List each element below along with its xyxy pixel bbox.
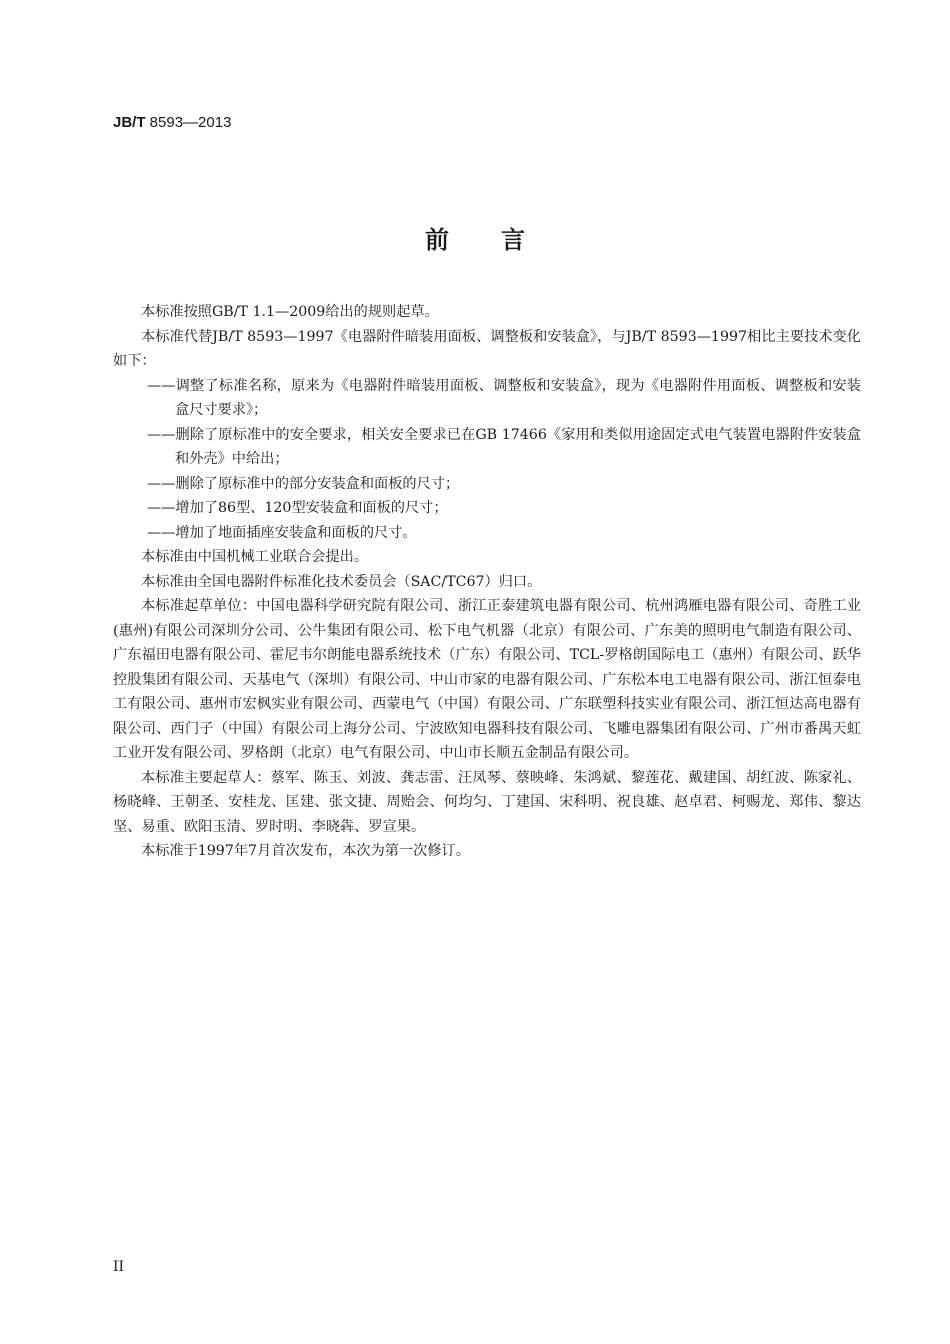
- change-item: ——删除了原标准中的安全要求，相关安全要求已在GB 17466《家用和类似用途固定式电气装置电器附件安装盒和外壳》中给出；: [147, 426, 861, 467]
- page-number: II: [113, 1259, 125, 1275]
- standard-code-number: 8593—2013: [145, 114, 232, 131]
- paragraph-proposed-by: 本标准由中国机械工业联合会提出。: [141, 549, 369, 565]
- paragraph-drafters: 本标准主要起草人：蔡军、陈玉、刘波、龚志雷、汪凤琴、蔡映峰、朱鸿斌、黎莲花、戴建国、胡红波、陈家礼、杨晓峰、王朝圣、安桂龙、匡建、张文捷、周贻会、何均匀、丁建国、宋科明、祝良雄、赵卓君、柯赐龙、郑伟、黎达坚、易重、欧阳玉清、罗时明、李晓犇、罗宣果。: [113, 769, 861, 835]
- paragraph-drafting-rules: 本标准按照GB/T 1.1—2009给出的规则起草。: [141, 304, 439, 320]
- standard-code: [113, 114, 231, 131]
- standard-code-prefix: JB/T: [113, 114, 146, 131]
- paragraph-centralized-by: 本标准由全国电器附件标准化技术委员会（SAC/TC67）归口。: [141, 573, 542, 590]
- change-item: ——增加了86型、120型安装盒和面板的尺寸；: [147, 500, 448, 516]
- change-item: ——删除了原标准中的部分安装盒和面板的尺寸；: [147, 475, 460, 492]
- change-item: ——增加了地面插座安装盒和面板的尺寸。: [147, 524, 417, 541]
- paragraph-replacement: 本标准代替JB/T 8593—1997《电器附件暗装用面板、调整板和安装盒》，与JB/T 8593—1997相比主要技术变化如下：: [113, 328, 861, 369]
- paragraph-drafting-units: 本标准起草单位：中国电器科学研究院有限公司、浙江正泰建筑电器有限公司、杭州鸿雁电器有限公司、奇胜工业(惠州)有限公司深圳分公司、公牛集团有限公司、松下电气机器（北京）有限公司、广东美的照明电气制造有限公司、广东福田电器有限公司、霍尼韦尔朗能电器系统技术（广东）有限公司、TCL-罗格朗国际电工（惠州）有限公司、跃华控股集团有限公司、天基电气（深圳）有限公司、中山市家的电器有限公司、广东松本电工电器有限公司、浙江恒泰电工有限公司、惠州市宏枫实业有限公司、西蒙电气（中国）有限公司、广东联塑科技实业有限公司、浙江恒达高电器有限公司、西门子（中国）有限公司上海分公司、宁波欧知电器科技有限公司、飞雕电器集团有限公司、广州市番禺天虹工业开发有限公司、罗格朗（北京）电气有限公司、中山市长顺五金制品有限公司。: [113, 598, 861, 761]
- foreword-body: [113, 300, 861, 864]
- page-title: 前言: [425, 226, 577, 254]
- paragraph-release-history: 本标准于1997年7月首次发布，本次为第一次修订。: [141, 843, 470, 859]
- change-item: ——调整了标准名称，原来为《电器附件暗装用面板、调整板和安装盒》，现为《电器附件用面板、调整板和安装盒尺寸要求》；: [147, 377, 861, 418]
